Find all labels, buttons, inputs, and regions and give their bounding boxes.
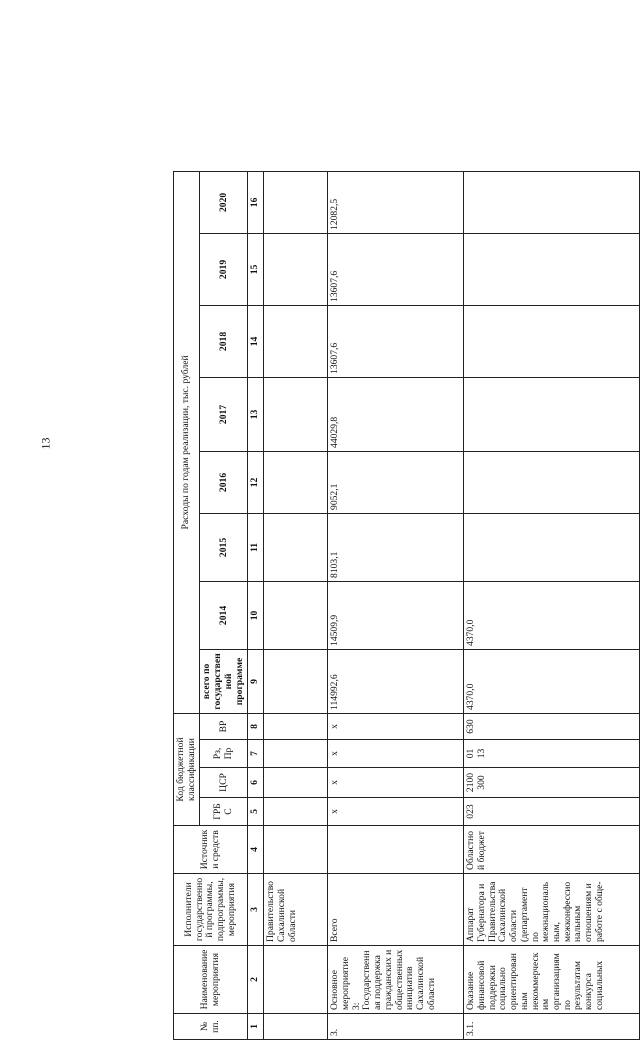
cell-executor: Аппарат Губернатора и Правительства Сахалинской области (департамент по межнациональным, межконфессиональным отношениям и работе с обще- xyxy=(464,874,640,946)
cell-rzpr: x xyxy=(328,740,464,768)
header-year-2018: 2018 xyxy=(200,305,248,377)
cell-year-value xyxy=(264,305,328,377)
cell-year-value: 9052,1 xyxy=(328,451,464,513)
col-number: 15 xyxy=(248,233,264,305)
cell-csr xyxy=(264,768,328,798)
cell-csr: x xyxy=(328,768,464,798)
col-number: 11 xyxy=(248,513,264,581)
cell-year-value xyxy=(464,377,640,451)
cell-grbs: 023 xyxy=(464,798,640,826)
cell-total: 114992,6 xyxy=(328,649,464,713)
cell-year-value xyxy=(464,305,640,377)
cell-executor: Всего xyxy=(328,874,464,946)
cell-rzpr: 01 13 xyxy=(464,740,640,768)
header-year-2014: 2014 xyxy=(200,581,248,649)
cell-year-value: 14509,9 xyxy=(328,581,464,649)
cell-source xyxy=(264,826,328,874)
header-name: Наименование мероприятия xyxy=(174,946,248,1014)
header-year-2017: 2017 xyxy=(200,377,248,451)
col-number: 8 xyxy=(248,713,264,739)
cell-year-value xyxy=(464,451,640,513)
col-number: 10 xyxy=(248,581,264,649)
col-number: 13 xyxy=(248,377,264,451)
cell-total xyxy=(264,649,328,713)
cell-year-value: 13607,6 xyxy=(328,233,464,305)
budget-table xyxy=(173,171,640,1040)
table-row xyxy=(328,171,464,1039)
col-number: 9 xyxy=(248,649,264,713)
header-year-2015: 2015 xyxy=(200,513,248,581)
cell-year-value xyxy=(264,171,328,233)
col-number: 7 xyxy=(248,740,264,768)
cell-year-value xyxy=(464,233,640,305)
header-rzpr: Рз, Пр xyxy=(200,740,248,768)
cell-year-value: 13607,6 xyxy=(328,305,464,377)
cell-csr: 2100 300 xyxy=(464,768,640,798)
cell-year-value: 8103,1 xyxy=(328,513,464,581)
col-number: 1 xyxy=(248,1014,264,1040)
header-row-1 xyxy=(174,171,200,1039)
cell-year-value xyxy=(264,233,328,305)
cell-year-value xyxy=(264,513,328,581)
cell-year-value: 44029,8 xyxy=(328,377,464,451)
cell-executor: Правительство Сахалинской области xyxy=(264,874,328,946)
cell-vr: x xyxy=(328,713,464,739)
page-number: 13 xyxy=(38,437,53,450)
cell-name: Оказание финансовой поддержки социально ориентированным некоммерческим организациям по результатам конкурса социальных xyxy=(464,946,640,1014)
cell-name xyxy=(264,946,328,1014)
cell-vr: 630 xyxy=(464,713,640,739)
col-number: 14 xyxy=(248,305,264,377)
cell-year-value: 12082,5 xyxy=(328,171,464,233)
header-year-2020: 2020 xyxy=(200,171,248,233)
col-number: 4 xyxy=(248,826,264,874)
cell-year-value xyxy=(264,581,328,649)
cell-year-value xyxy=(264,451,328,513)
column-number-row xyxy=(248,171,264,1039)
header-csr: ЦСР xyxy=(200,768,248,798)
header-sources: Источники средств xyxy=(174,826,248,874)
col-number: 2 xyxy=(248,946,264,1014)
cell-num xyxy=(264,1014,328,1040)
table-row xyxy=(464,171,640,1039)
budget-table-rotated xyxy=(173,172,605,1040)
cell-year-value xyxy=(464,171,640,233)
header-vr: ВР xyxy=(200,713,248,739)
cell-rzpr xyxy=(264,740,328,768)
header-budget-code: Код бюджетной классификации xyxy=(174,713,200,825)
cell-source xyxy=(328,826,464,874)
col-number: 5 xyxy=(248,798,264,826)
table-row xyxy=(264,171,328,1039)
header-year-2016: 2016 xyxy=(200,451,248,513)
cell-year-value xyxy=(264,377,328,451)
header-total: всего по государственной программе xyxy=(200,649,248,713)
header-grbs: ГРБС xyxy=(200,798,248,826)
header-executors: Исполнители государственной программы, подпрограммы, мероприятия xyxy=(174,874,248,946)
header-year-2019: 2019 xyxy=(200,233,248,305)
col-number: 12 xyxy=(248,451,264,513)
cell-grbs: x xyxy=(328,798,464,826)
cell-grbs xyxy=(264,798,328,826)
cell-total: 4370,0 xyxy=(464,649,640,713)
header-num: № пп. xyxy=(174,1014,248,1040)
cell-vr xyxy=(264,713,328,739)
col-number: 6 xyxy=(248,768,264,798)
header-expenses: Расходы по годам реализации, тыс. рублей xyxy=(174,171,200,713)
cell-year-value xyxy=(464,513,640,581)
cell-source: Областной бюджет xyxy=(464,826,640,874)
col-number: 16 xyxy=(248,171,264,233)
cell-name: Основное мероприятие 3: Государственная поддержка гражданских и общественных инициатив Сахалинской области xyxy=(328,946,464,1014)
cell-year-value: 4370,0 xyxy=(464,581,640,649)
col-number: 3 xyxy=(248,874,264,946)
cell-num: 3. xyxy=(328,1014,464,1040)
cell-num: 3.1. xyxy=(464,1014,640,1040)
